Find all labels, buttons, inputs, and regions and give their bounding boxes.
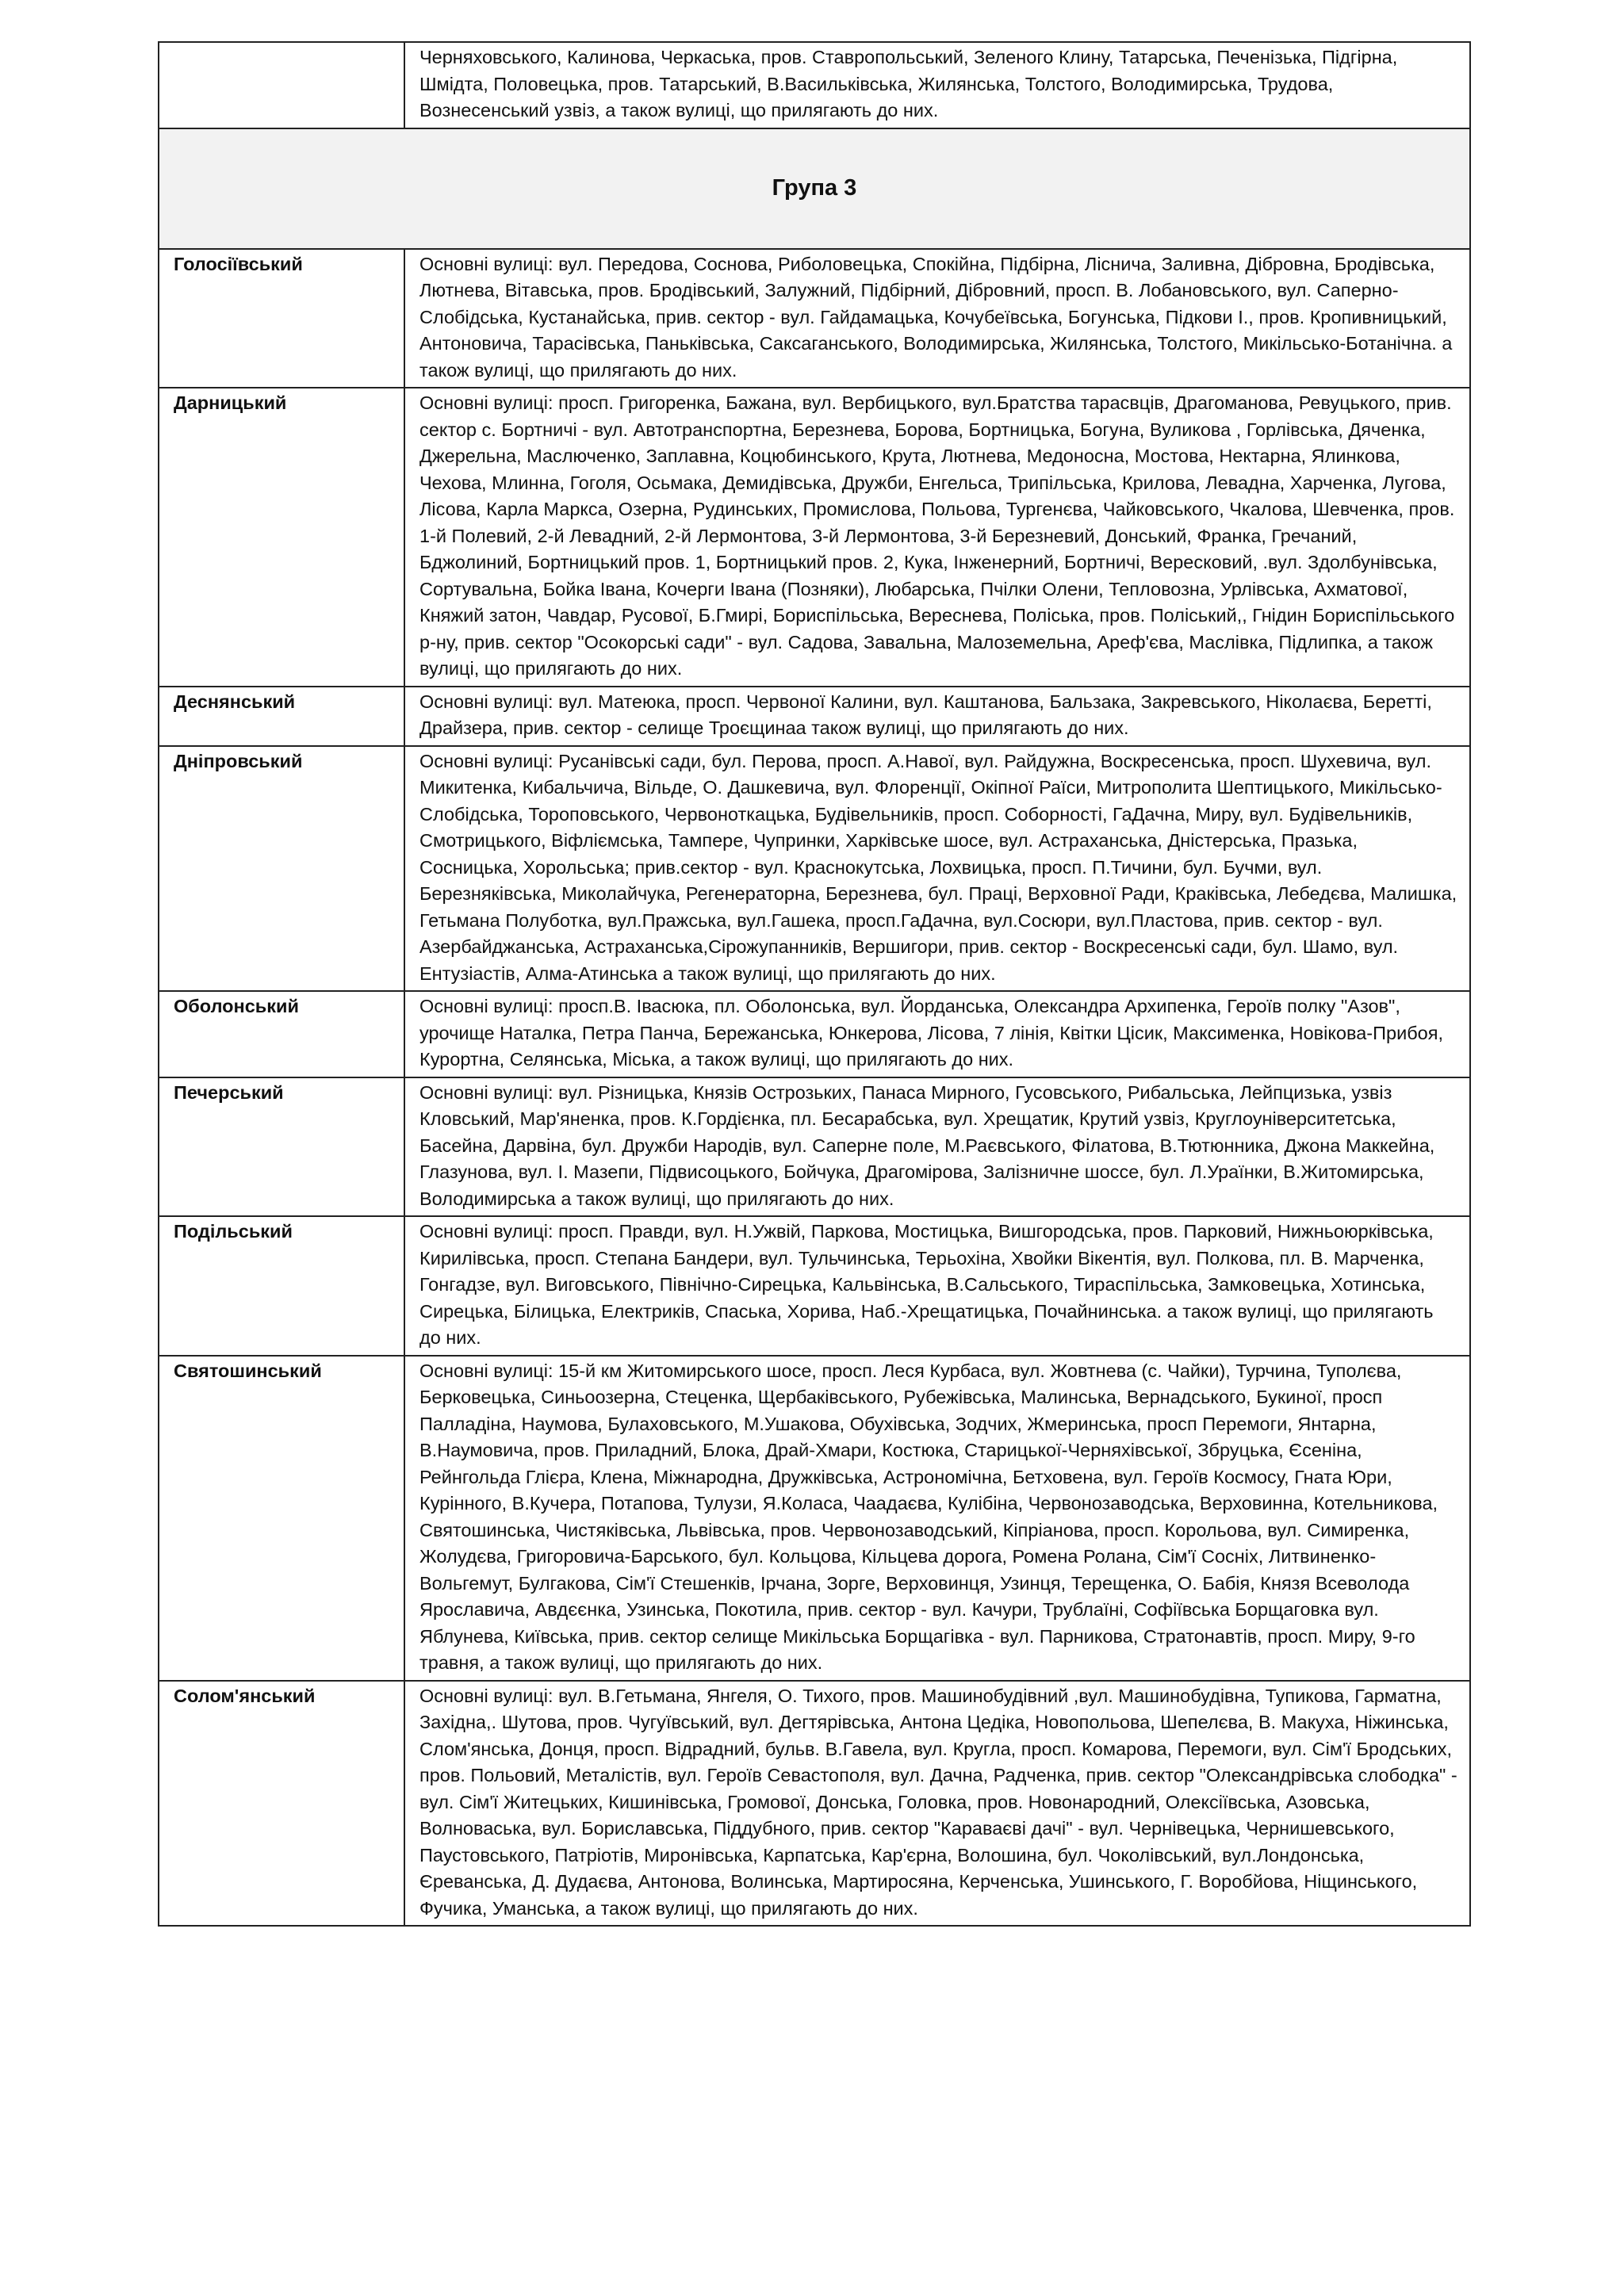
- district-cell: Деснянський: [159, 687, 404, 746]
- table-row: [159, 1356, 1470, 1681]
- streets-cell: Черняховського, Калинова, Черкаська, пров. Ставропольський, Зеленого Клину, Татарська, Печенізька, Підгірна, Шмідта, Половецька, пров. Татарський, В.Васильківська, Жилянська, Толстого, Володимирська, Трудова, Вознесенський узвіз, а також вулиці, що прилягають до них.: [404, 42, 1470, 128]
- streets-cell: Основні вулиці: вул. Матеюка, просп. Червоної Калини, вул. Каштанова, Бальзака, Закревського, Ніколаєва, Беретті, Драйзера, прив. сектор - селище Троєщинаа також вулиці, що прилягають до них.: [404, 687, 1470, 746]
- streets-cell: Основні вулиці: просп.В. Івасюка, пл. Оболонська, вул. Йорданська, Олександра Архипенка, Героїв полку "Азов", урочище Наталка, Петра Панча, Бережанська, Юнкерова, Лісова, 7 лінія, Квітки Цісик, Максименка, Новікова-Прибоя, Курортна, Селянська, Міська, а також вулиці, що прилягають до них.: [404, 991, 1470, 1077]
- document-page: [158, 41, 1469, 1927]
- table-row: [159, 249, 1470, 388]
- table-row: [159, 1077, 1470, 1217]
- table-row: [159, 42, 1470, 128]
- table-row: [159, 1681, 1470, 1927]
- streets-cell: Основні вулиці: просп. Григоренка, Бажана, вул. Вербицького, вул.Братства тарасвців, Драгоманова, Ревуцького, прив. сектор с. Бортничі - вул. Автотранспортна, Березнева, Борова, Бортницька, Богуна, Вуликова , Горлівська, Дяченка, Джерельна, Маслюченко, Заплавна, Коцюбинського, Крута, Лютнева, Медоносна, Мостова, Нектарна, Ялинкова, Чехова, Млинна, Гоголя, Осьмака, Демидівська, Дружби, Енгельса, Трипільська, Крилова, Левадна, Харченка, Лугова, Лісова, Карла Маркса, Озерна, Рудинських, Промислова, Польова, Тургенєва, Чайковського, Чкалова, Шевченка, пров. 1-й Полевий, 2-й Левадний, 2-й Лермонтова, 3-й Лермонтова, 3-й Березневий, Донський, Франка, Гречаний, Бджолиний, Бортницький пров. 1, Бортницький пров. 2, Кука, Інженерний, Бортничі, Вересковий, .вул. Здолбунівська, Сортувальна, Бойка Івана, Кочерги Івана (Позняки), Любарська, Пчілки Олени, Тепловозна, Урлівська, Ахматової, Княжий затон, Чавдар, Русової, Б.Гмирі, Бориспільська, Вереснева, Поліська, пров. Поліський,, Гнідин Бориспільського р-ну, прив. сектор "Осокорські сади" - вул. Садова, Завальна, Малоземельна, Ареф'єва, Маслівка, Підлипка, а також вулиці, що прилягають до них.: [404, 388, 1470, 687]
- group-title: Група 3: [159, 128, 1470, 249]
- district-cell: Голосіївський: [159, 249, 404, 388]
- streets-cell: Основні вулиці: Русанівські сади, бул. Перова, просп. А.Навої, вул. Райдужна, Воскресенська, просп. Шухевича, вул. Микитенка, Кибальчича, Вільде, О. Дашкевича, вул. Флоренції, Окіпної Раїси, Митрополита Шептицького, Микільсько-Слобідська, Тороповського, Червоноткацька, Будівельників, просп. Соборності, ГаДачна, Миру, вул. Будівельників, Смотрицького, Віфліємська, Тампере, Чупринки, Харківське шосе, вул. Астраханська, Дністерська, Празька, Сосницька, Хорольська; прив.сектор - вул. Краснокутська, Лохвицька, просп. П.Тичини, бул. Бучми, вул. Березняківська, Миколайчука, Регенераторна, Березнева, бул. Праці, Верховної Ради, Краківська, Лебедєва, Малишка, Гетьмана Полуботка, вул.Пражська, вул.Гашека, просп.ГаДачна, вул.Сосюри, вул.Пластова, прив. сектор - вул. Азербайджанська, Астраханська,Сірожупанників, Вершигори, прив. сектор - Воскресенські сади, бул. Шамо, вул. Ентузіастів, Алма-Атинська а також вулиці, що прилягають до них.: [404, 746, 1470, 992]
- streets-cell: Основні вулиці: вул. Передова, Соснова, Риболовецька, Спокійна, Підбірна, Ліснича, Заливна, Дібровна, Бродівська, Лютнева, Вітавська, пров. Бродівський, Залужний, Підбірний, Дібровний, просп. В. Лобановського, вул. Саперно-Слобідська, Кустанайська, прив. сектор - вул. Гайдамацька, Кочубеївська, Богунська, Підкови І., пров. Кропивницький, Антоновича, Тарасівська, Паньківська, Саксаганського, Володимирська, Жилянська, Толстого, Микільсько-Ботанічна. а також вулиці, що прилягають до них.: [404, 249, 1470, 388]
- streets-cell: Основні вулиці: вул. В.Гетьмана, Янгеля, О. Тихого, пров. Машинобудівний ,вул. Машинобудівна, Тупикова, Гарматна, Західна,. Шутова, пров. Чугуївський, вул. Дегтярівська, Антона Цедіка, Новопольова, Шепелєва, В. Макуха, Ніжинська, Слом'янська, Донця, просп. Відрадний, бульв. В.Гавела, вул. Кругла, просп. Комарова, Перемоги, вул. Сім'ї Бродських, пров. Польовий, Металістів, вул. Героїв Севастополя, вул. Дачна, Радченка, прив. сектор "Олександрівська слободка" - вул. Сім'ї Житецьких, Кишинівська, Громової, Донська, Головка, пров. Новонародний, Олексіївська, Азовська, Волноваська, вул. Бориславська, Піддубного, прив. сектор "Караваєві дачі" - вул. Чернівецька, Чернишевського, Паустовського, Патріотів, Миронівська, Карпатська, Кар'єрна, Волошина, бул. Чоколівський, вул.Лондонська, Єреванська, Д. Дудаєва, Антонова, Волинська, Мартиросяна, Керченська, Ушинського, Г. Воробйова, Ніщинського, Фучика, Уманська, а також вулиці, що прилягають до них.: [404, 1681, 1470, 1927]
- streets-cell: Основні вулиці: просп. Правди, вул. Н.Ужвій, Паркова, Мостицька, Вишгородська, пров. Парковий, Нижньоюрківська, Кирилівська, просп. Степана Бандери, вул. Тульчинська, Терьохіна, Хвойки Вікентія, вул. Полкова, пл. В. Марченка, Гонгадзе, вул. Виговського, Північно-Сирецька, Кальвінська, В.Сальського, Тираспільська, Замковецька, Хотинська, Сирецька, Білицька, Електриків, Спаська, Хорива, Наб.-Хрещатицька, Почайнинська. а також вулиці, що прилягають до них.: [404, 1216, 1470, 1356]
- district-cell: Подільський: [159, 1216, 404, 1356]
- streets-cell: Основні вулиці: вул. Різницька, Князів Острозьких, Панаса Мирного, Гусовського, Рибальська, Лейпцизька, узвіз Кловський, Мар'яненка, пров. К.Гордієнка, пл. Бесарабська, вул. Хрещатик, Крутий узвіз, Круглоуніверситетська, Басейна, Дарвіна, бул. Дружби Народів, вул. Саперне поле, М.Раєвського, Філатова, В.Тютюнника, Джона Маккейна, Глазунова, вул. І. Мазепи, Підвисоцького, Бойчука, Драгомірова, Залізничне шоссе, бул. Л.Ураїнки, В.Житомирська, Володимирська а також вулиці, що прилягають до них.: [404, 1077, 1470, 1217]
- table-row: [159, 746, 1470, 992]
- table-row: [159, 1216, 1470, 1356]
- district-cell: Дніпровський: [159, 746, 404, 992]
- district-cell: Дарницький: [159, 388, 404, 687]
- group-header-row: [159, 128, 1470, 249]
- table-row: [159, 388, 1470, 687]
- streets-cell: Основні вулиці: 15-й км Житомирського шосе, просп. Леся Курбаса, вул. Жовтнева (с. Чайки), Турчина, Туполєва, Берковецька, Синьоозерна, Стеценка, Щербаківського, Рубежівська, Малинська, Вернадського, Букиної, просп Палладіна, Наумова, Булаховського, М.Ушакова, Обухівська, Зодчих, Жмеринська, просп Перемоги, Янтарна, В.Наумовича, пров. Приладний, Блока, Драй-Хмари, Костюка, Старицької-Черняхівської, Збруцька, Єсеніна, Рейнгольда Глієра, Клена, Міжнародна, Дружківська, Астрономічна, Бетховена, вул. Героїв Космосу, Гната Юри, Курінного, В.Кучера, Потапова, Тулузи, Я.Коласа, Чаадаєва, Кулібіна, Червонозаводська, Верховинна, Котельникова, Святошинська, Чистяківська, Львівська, пров. Червонозаводський, Кіпріанова, просп. Корольова, вул. Симиренка, Жолудєва, Григоровича-Барського, бул. Кольцова, Кільцева дорога, Ромена Ролана, Сім'ї Сосніх, Литвиненко-Вольгемут, Булгакова, Сім'ї Стешенків, Ірчана, Зорге, Верховинця, Узинця, Терещенка, О. Бабія, Князя Всеволода Ярославича, Авдєєнка, Узинська, Покотила, прив. сектор - вул. Качури, Трублаїні, Софіївська Борщаговка вул. Яблунева, Київська, прив. сектор селище Микільська Борщагівка - вул. Парникова, Стратонавтів, просп. Миру, 9-го травня, а також вулиці, що прилягають до них.: [404, 1356, 1470, 1681]
- district-cell: Святошинський: [159, 1356, 404, 1681]
- district-cell: Солом'янський: [159, 1681, 404, 1927]
- districts-table: [158, 41, 1471, 1927]
- district-cell: Печерський: [159, 1077, 404, 1217]
- table-row: [159, 687, 1470, 746]
- table-row: [159, 991, 1470, 1077]
- district-cell: [159, 42, 404, 128]
- district-cell: Оболонський: [159, 991, 404, 1077]
